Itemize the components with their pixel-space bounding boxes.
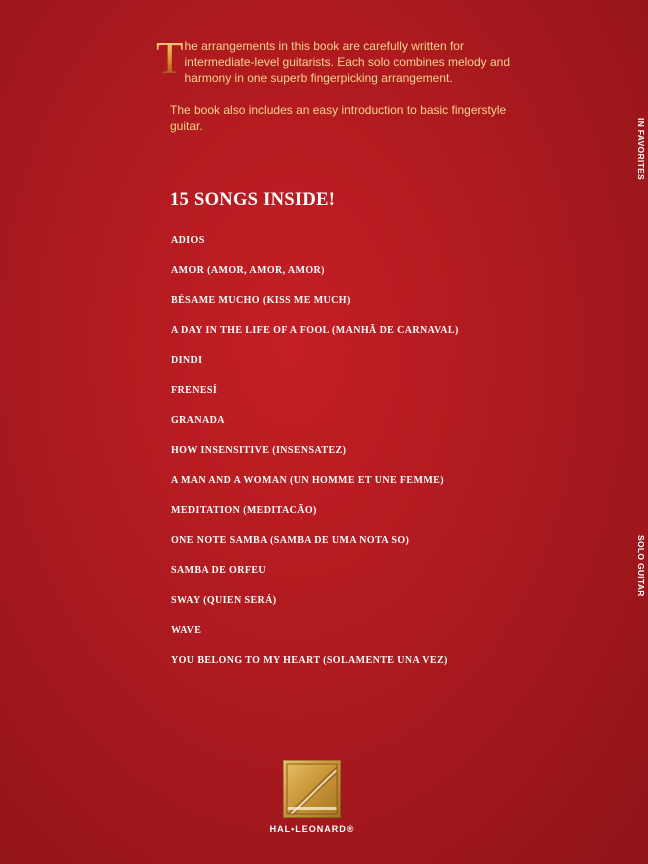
song-item: WAVE — [171, 625, 202, 636]
publisher-name: HAL•LEONARD® — [269, 824, 355, 834]
song-item: AMOR (AMOR, AMOR, AMOR) — [171, 265, 325, 276]
intro-paragraph-1-text: he arrangements in this book are carefully written for intermediate-level guitarists. Each solo combines melody and harmony in one superb fingerpicking arrangement. — [184, 39, 510, 85]
song-item: A MAN AND A WOMAN (UN HOMME ET UNE FEMME) — [171, 475, 444, 486]
spine-label-bottom: SOLO GUITAR — [636, 535, 646, 597]
song-item: YOU BELONG TO MY HEART (SOLAMENTE UNA VEZ) — [171, 655, 448, 666]
song-item: ONE NOTE SAMBA (SAMBA DE UMA NOTA SO) — [171, 535, 410, 546]
intro-paragraph-1 — [156, 33, 515, 86]
song-item: SWAY (QUIEN SERÁ) — [171, 595, 277, 606]
song-item: FRENESÍ — [171, 385, 218, 396]
song-item: ADIOS — [171, 235, 205, 246]
song-item: DINDI — [171, 355, 203, 366]
songs-heading: 15 SONGS INSIDE! — [170, 190, 336, 210]
hal-leonard-logo-icon — [283, 760, 341, 818]
song-item: GRANADA — [171, 415, 225, 426]
song-list — [171, 234, 459, 684]
intro-paragraph-2: The book also includes an easy introduction to basic fingerstyle guitar. — [170, 103, 507, 133]
drop-cap: T — [156, 33, 184, 83]
song-item: BÉSAME MUCHO (KISS ME MUCH) — [171, 295, 351, 306]
publisher-logo — [262, 760, 362, 834]
spine-label-top: IN FAVORITES — [636, 118, 646, 181]
song-item: A DAY IN THE LIFE OF A FOOL (MANHÃ DE CARNAVAL) — [171, 325, 459, 336]
intro-text — [156, 33, 515, 134]
song-item: HOW INSENSITIVE (INSENSATEZ) — [171, 445, 347, 456]
song-item: MEDITATION (MEDITACÃO) — [171, 505, 317, 516]
song-item: SAMBA DE ORFEU — [171, 565, 267, 576]
